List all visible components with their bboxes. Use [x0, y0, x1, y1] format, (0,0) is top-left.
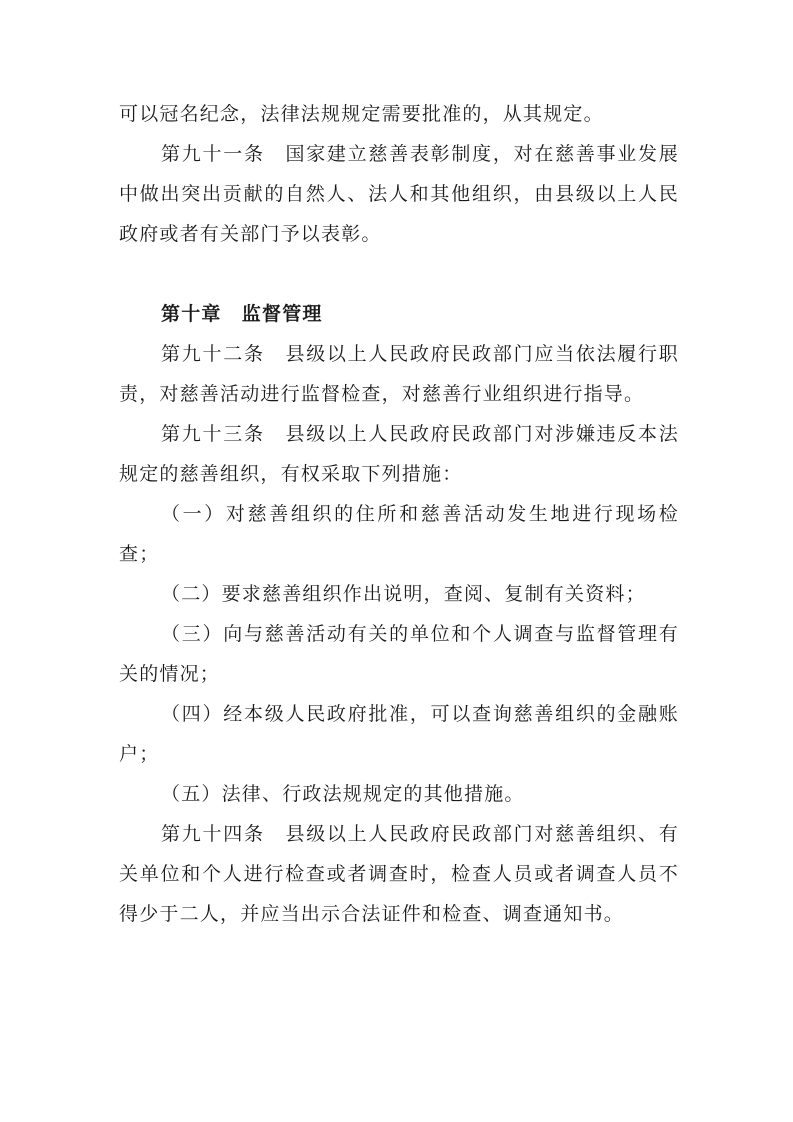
measure-item-1: （一）对慈善组织的住所和慈善活动发生地进行现场检查；: [119, 503, 679, 565]
article-92: 第九十二条 县级以上人民政府民政部门应当依法履行职责，对慈善活动进行监督检查，对慈善行业组织进行指导。: [119, 343, 679, 405]
document-body: [119, 94, 679, 934]
article-91: 第九十一条 国家建立慈善表彰制度，对在慈善事业发展中做出突出贡献的自然人、法人和其他组织，由县级以上人民政府或者有关部门予以表彰。: [119, 143, 679, 245]
section-spacer: [119, 254, 679, 294]
article-93: 第九十三条 县级以上人民政府民政部门对涉嫌违反本法规定的慈善组织，有权采取下列措施：: [119, 423, 679, 485]
chapter-heading: 第十章 监督管理: [161, 303, 323, 325]
measure-item-2: （二）要求慈善组织作出说明，查阅、复制有关资料；: [161, 583, 646, 605]
measure-item-4: （四）经本级人民政府批准，可以查询慈善组织的金融账户；: [119, 703, 679, 765]
measure-item-3: （三）向与慈善活动有关的单位和个人调查与监督管理有关的情况；: [119, 623, 679, 685]
measure-item-5: （五）法律、行政法规规定的其他措施。: [161, 783, 525, 805]
paragraph-continuation: 可以冠名纪念，法律法规规定需要批准的，从其规定。: [119, 103, 604, 125]
article-94: 第九十四条 县级以上人民政府民政部门对慈善组织、有关单位和个人进行检查或者调查时，检查人员或者调查人员不得少于二人，并应当出示合法证件和检查、调查通知书。: [119, 823, 679, 925]
